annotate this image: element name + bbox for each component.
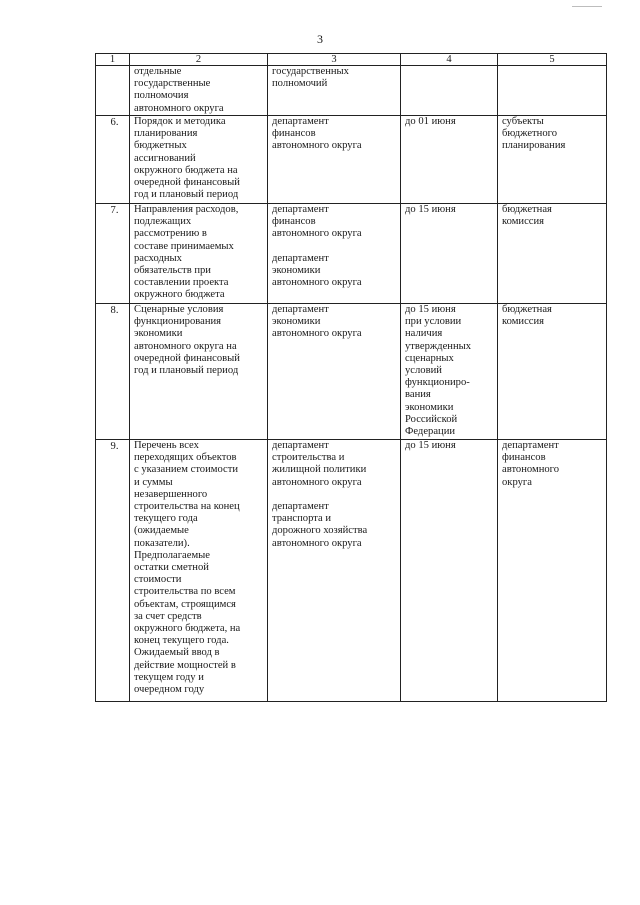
deadline-cell: до 15 июня <box>401 204 498 304</box>
table-row <box>96 440 607 702</box>
column-header: 3 <box>268 54 401 66</box>
column-header: 5 <box>498 54 607 66</box>
column-numbers-row <box>96 54 607 66</box>
table-row <box>96 66 607 116</box>
schedule-table <box>95 53 607 702</box>
document-name-cell: Перечень всех переходящих объектов с указанием стоимости и суммы незавершенного строительства на конец текущего года (ожидаемые показатели). Предполагаемые остатки сметной стоимости строительства по всем объектам, строящимся за счет средств окружного бюджета, на конец текущего года. Ожидаемый ввод в действие мощностей в текущем году и очередном году <box>130 440 268 702</box>
deadline-cell: до 15 июня при условии наличия утвержденных сценарных условий функциониро- вания экономики Российской Федерации <box>401 304 498 440</box>
table-row <box>96 304 607 440</box>
column-header: 1 <box>96 54 130 66</box>
row-number: 7. <box>96 204 130 304</box>
row-number: 9. <box>96 440 130 702</box>
recipient-cell <box>498 66 607 116</box>
responsible-cell: государственных полномочий <box>268 66 401 116</box>
document-name-cell: Порядок и методика планирования бюджетных ассигнований окружного бюджета на очередной финансовый год и плановый период <box>130 116 268 204</box>
column-header: 4 <box>401 54 498 66</box>
column-header: 2 <box>130 54 268 66</box>
recipient-cell: субъекты бюджетного планирования <box>498 116 607 204</box>
deadline-cell: до 01 июня <box>401 116 498 204</box>
document-name-cell: Сценарные условия функционирования экономики автономного округа на очередной финансовый год и плановый период <box>130 304 268 440</box>
row-number: 6. <box>96 116 130 204</box>
responsible-cell: департамент финансов автономного округа департамент экономики автономного округа <box>268 204 401 304</box>
scan-edge-mark <box>572 6 602 7</box>
responsible-cell: департамент экономики автономного округа <box>268 304 401 440</box>
responsible-cell: департамент финансов автономного округа <box>268 116 401 204</box>
deadline-cell: до 15 июня <box>401 440 498 702</box>
recipient-cell: департамент финансов автономного округа <box>498 440 607 702</box>
recipient-cell: бюджетная комиссия <box>498 204 607 304</box>
row-number <box>96 66 130 116</box>
table-row <box>96 116 607 204</box>
document-name-cell: Направления расходов, подлежащих рассмотрению в составе принимаемых расходных обязательств при составлении проекта окружного бюджета <box>130 204 268 304</box>
deadline-cell <box>401 66 498 116</box>
responsible-cell: департамент строительства и жилищной политики автономного округа департамент транспорта и дорожного хозяйства автономного округа <box>268 440 401 702</box>
document-name-cell: отдельные государственные полномочия автономного округа <box>130 66 268 116</box>
page-number: 3 <box>317 32 323 46</box>
row-number: 8. <box>96 304 130 440</box>
table-row <box>96 204 607 304</box>
recipient-cell: бюджетная комиссия <box>498 304 607 440</box>
